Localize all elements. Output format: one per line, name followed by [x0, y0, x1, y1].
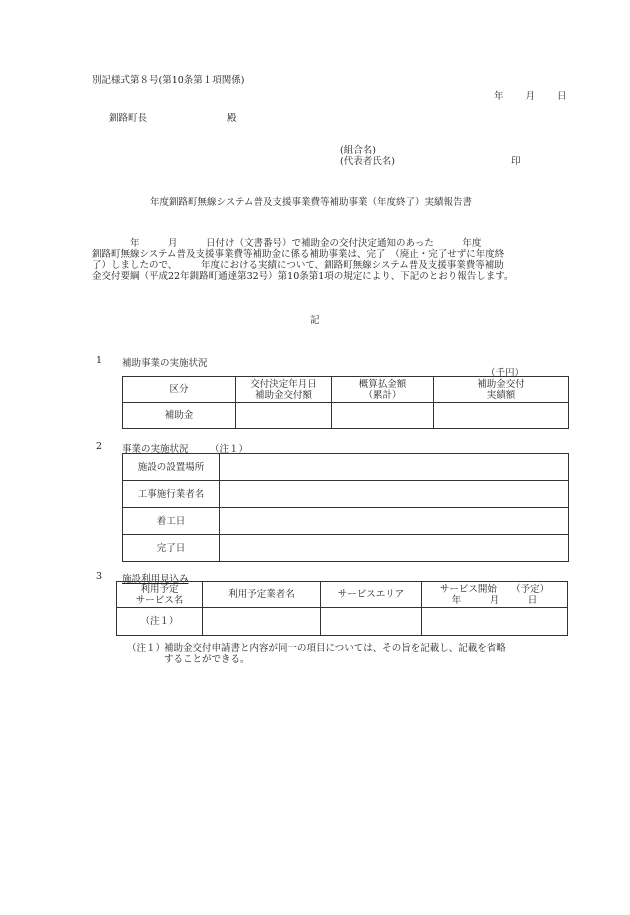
facility-usage-table [116, 581, 568, 636]
date-line [494, 88, 567, 102]
report-body [92, 238, 574, 282]
row-label-start-date: 着工日 [123, 508, 220, 535]
cell-service-start[interactable] [422, 608, 568, 636]
body-line: 年 月 日付け（文書番号）で補助金の交付決定通知のあった 年度 [92, 238, 482, 249]
row-label-contractor: 工事施行業者名 [123, 481, 220, 508]
cell-start-date[interactable] [220, 508, 569, 535]
cell-contractor[interactable] [220, 481, 569, 508]
implementation-table [122, 453, 569, 562]
header-decision-date: 交付決定年月日 補助金交付額 [236, 377, 332, 403]
date-year: 年 [494, 91, 504, 102]
document-title: 年度釧路町無線システム普及支援事業費等補助事業（年度終了）実績報告書 [150, 197, 473, 208]
section2-title: 事業の実施状況 [122, 444, 189, 455]
cell-provider-name[interactable] [203, 608, 321, 636]
section1-unit: （千円） [486, 368, 525, 379]
cell-actual-amount[interactable] [434, 403, 569, 429]
section1-number: 1 [96, 355, 103, 366]
section1-title: 補助事業の実施状況 [122, 358, 208, 369]
addressee-name: 釧路町長 [109, 113, 148, 124]
seal-mark: 印 [511, 156, 521, 167]
addressee-honorific: 殿 [227, 113, 237, 124]
row-label-note: （注１） [117, 608, 203, 636]
form-label: 別記様式第８号(第10条第１項関係) [92, 75, 245, 86]
cell-decision-date[interactable] [236, 403, 332, 429]
header-advance-payment: 概算払金額 （累計） [332, 377, 434, 403]
section2-number: 2 [96, 441, 103, 452]
cell-completion-date[interactable] [220, 535, 569, 562]
row-label-facility-location: 施設の設置場所 [123, 454, 220, 481]
subsidy-table [122, 376, 569, 429]
footnote-text: 補助金交付申請書と内容が同一の項目については、その旨を記載し、記載を省略 [164, 643, 506, 654]
header-provider-name: 利用予定業者名 [203, 582, 321, 608]
ki-marker: 記 [310, 315, 320, 326]
header-actual-amount: 補助金交付 実績額 [434, 377, 569, 403]
section3-title: 施設利用見込み [122, 574, 189, 585]
body-line: 金交付要綱（平成22年釧路町通達第32号）第10条第1項の規定により、下記のとおり報告します。 [92, 271, 514, 282]
applicant-org: (組合名) [340, 145, 376, 156]
cell-advance-payment[interactable] [332, 403, 434, 429]
header-service-start: サービス開始 （予定） 年 月 日 [422, 582, 568, 608]
date-month: 月 [525, 91, 536, 102]
date-day: 日 [557, 91, 567, 102]
footnote-text-continued: することができる。 [164, 654, 250, 665]
body-line: 了）しましたので、 年度における実績について、釧路町無線システム普及支援事業費等補助 [92, 260, 504, 271]
cell-service-area[interactable] [321, 608, 422, 636]
section2-note-ref: （注１） [210, 444, 249, 455]
header-service-area: サービスエリア [321, 582, 422, 608]
cell-facility-location[interactable] [220, 454, 569, 481]
applicant-rep: (代表者氏名) [340, 156, 395, 167]
header-category: 区分 [123, 377, 236, 403]
row-label-completion-date: 完了日 [123, 535, 220, 562]
header-service-name: 利用予定 サービス名 [117, 582, 203, 608]
footnote-label: （注１） [127, 643, 166, 654]
row-label-subsidy: 補助金 [123, 403, 236, 429]
section3-number: 3 [96, 571, 103, 582]
body-line: 釧路町無線システム普及支援事業費等補助金に係る補助事業は、完了 （廃止・完了せずに年度終 [92, 249, 505, 260]
